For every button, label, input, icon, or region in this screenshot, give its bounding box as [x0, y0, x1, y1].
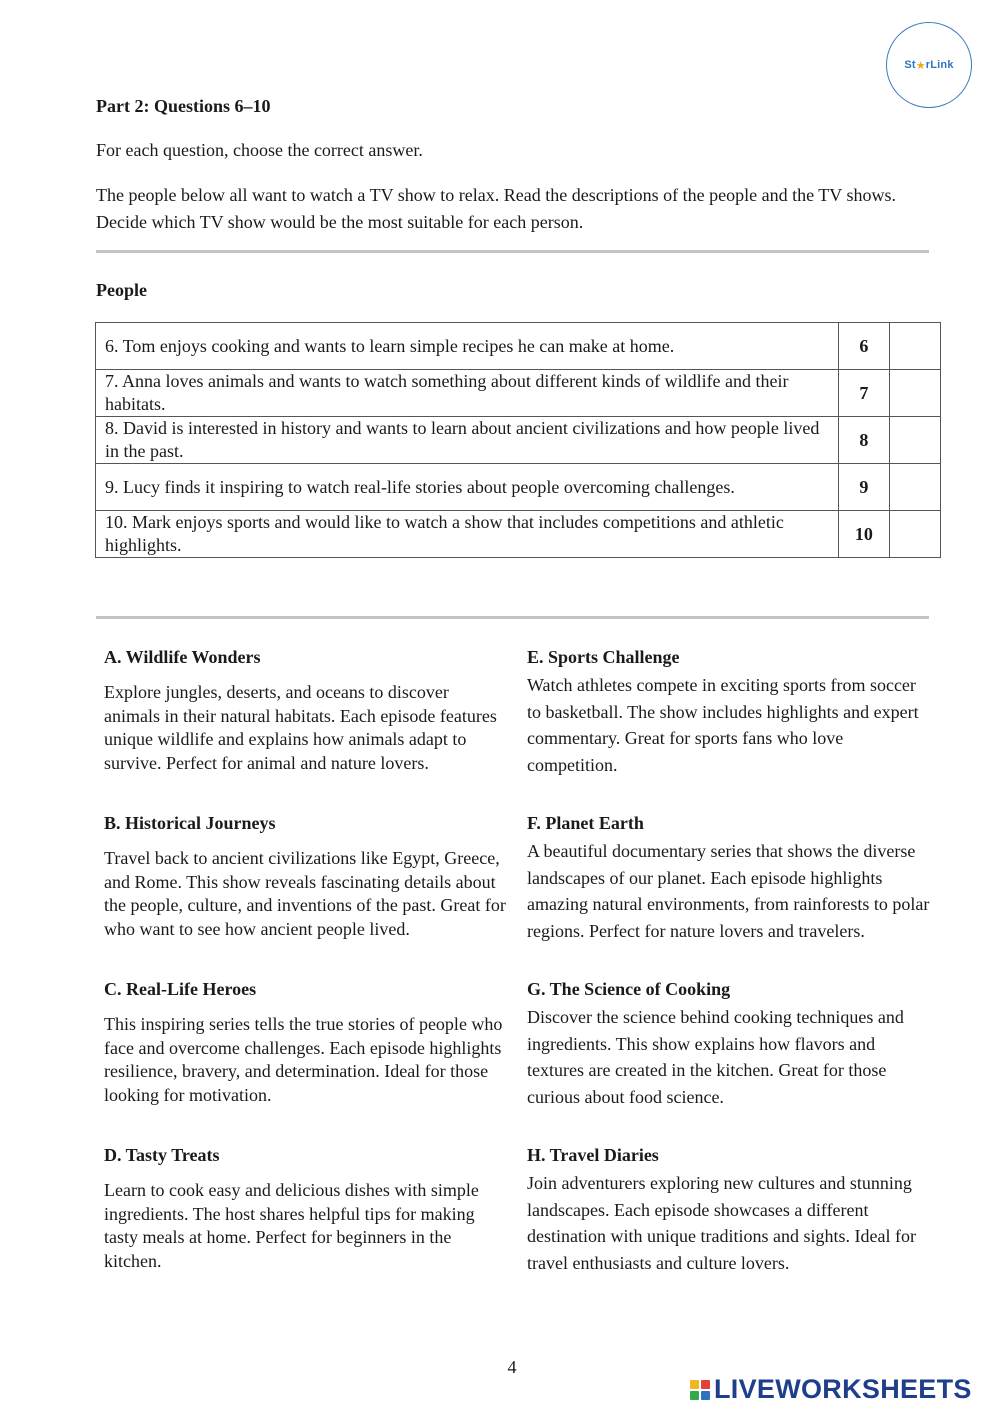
person-description: 9. Lucy finds it inspiring to watch real-life stories about people overcoming challenges.: [96, 464, 839, 511]
page-number: 4: [507, 1357, 517, 1377]
person-description: 7. Anna loves animals and wants to watch something about different kinds of wildlife and their habitats.: [96, 370, 839, 417]
show-h: [527, 1145, 932, 1276]
person-description: 10. Mark enjoys sports and would like to watch a show that includes competitions and athletic highlights.: [96, 511, 839, 558]
show-description: Learn to cook easy and delicious dishes with simple ingredients. The host shares helpful tips for making tasty meals at home. Perfect for beginners in the kitchen.: [104, 1180, 479, 1271]
table-row: [96, 464, 941, 511]
show-title: A. Wildlife Wonders: [104, 647, 261, 667]
answer-box[interactable]: [890, 417, 941, 464]
people-table: [95, 322, 941, 558]
show-d: [104, 1145, 509, 1273]
person-description: 6. Tom enjoys cooking and wants to learn simple recipes he can make at home.: [96, 323, 839, 370]
table-row: [96, 370, 941, 417]
answer-box[interactable]: [890, 323, 941, 370]
liveworksheets-logo: [690, 1374, 972, 1405]
table-row: [96, 323, 941, 370]
answer-box[interactable]: [890, 370, 941, 417]
show-title: H. Travel Diaries: [527, 1145, 659, 1165]
show-description: Watch athletes compete in exciting sports from soccer to basketball. The show includes highlights and expert commentary. Great for sports fans who love competition.: [527, 675, 919, 775]
instruction: For each question, choose the correct answer.: [96, 140, 423, 160]
show-description: A beautiful documentary series that shows the diverse landscapes of our planet. Each episode highlights amazing natural environments, from rainforests to polar regions. Perfect for nature lovers and travelers.: [527, 841, 930, 941]
show-title: E. Sports Challenge: [527, 647, 680, 667]
divider-middle: [96, 616, 929, 619]
show-title: B. Historical Journeys: [104, 813, 276, 833]
answer-box[interactable]: [890, 464, 941, 511]
starlink-logo: [886, 22, 972, 108]
show-c: [104, 979, 509, 1107]
person-description: 8. David is interested in history and wants to learn about ancient civilizations and how people lived in the past.: [96, 417, 839, 464]
answer-box[interactable]: [890, 511, 941, 558]
show-title: F. Planet Earth: [527, 813, 644, 833]
liveworksheets-brand: LIVEWORKSHEETS: [714, 1374, 972, 1404]
show-description: Explore jungles, deserts, and oceans to discover animals in their natural habitats. Each episode features unique wildlife and explains how animals adapt to survive. Perfect for animal and nature lovers.: [104, 682, 497, 773]
divider-top: [96, 250, 929, 253]
show-g: [527, 979, 932, 1110]
show-f: [527, 813, 932, 944]
show-b: [104, 813, 509, 941]
liveworksheets-icon: [690, 1380, 710, 1400]
table-row: [96, 511, 941, 558]
show-title: G. The Science of Cooking: [527, 979, 731, 999]
show-description: Discover the science behind cooking techniques and ingredients. This show explains how flavors and textures are created in the kitchen. Great for those curious about food science.: [527, 1007, 904, 1107]
show-e: [527, 647, 932, 778]
show-a: [104, 647, 509, 775]
show-description: This inspiring series tells the true stories of people who face and overcome challenges. Each episode highlights resilience, bravery, and determination. Ideal for those looking for motivation.: [104, 1014, 503, 1105]
logo-text-start: St: [904, 59, 916, 71]
table-row: [96, 417, 941, 464]
question-number: 6: [838, 323, 889, 370]
star-icon: ★: [915, 59, 926, 72]
question-number: 10: [838, 511, 889, 558]
question-number: 8: [838, 417, 889, 464]
show-title: C. Real-Life Heroes: [104, 979, 257, 999]
show-title: D. Tasty Treats: [104, 1145, 220, 1165]
intro-text: The people below all want to watch a TV show to relax. Read the descriptions of the people and the TV shows. Decide which TV show would be the most suitable for each person.: [96, 185, 896, 232]
show-description: Join adventurers exploring new cultures and stunning landscapes. Each episode showcases a different destination with unique traditions and sights. Ideal for travel enthusiasts and culture lovers.: [527, 1173, 916, 1273]
logo-text-end: rLink: [925, 59, 954, 71]
part-title: Part 2: Questions 6–10: [96, 96, 271, 116]
question-number: 9: [838, 464, 889, 511]
show-description: Travel back to ancient civilizations like Egypt, Greece, and Rome. This show reveals fascinating details about the people, culture, and inventions of the past. Great for who want to see how ancient people lived.: [104, 848, 506, 939]
question-number: 7: [838, 370, 889, 417]
people-heading: People: [96, 280, 147, 300]
